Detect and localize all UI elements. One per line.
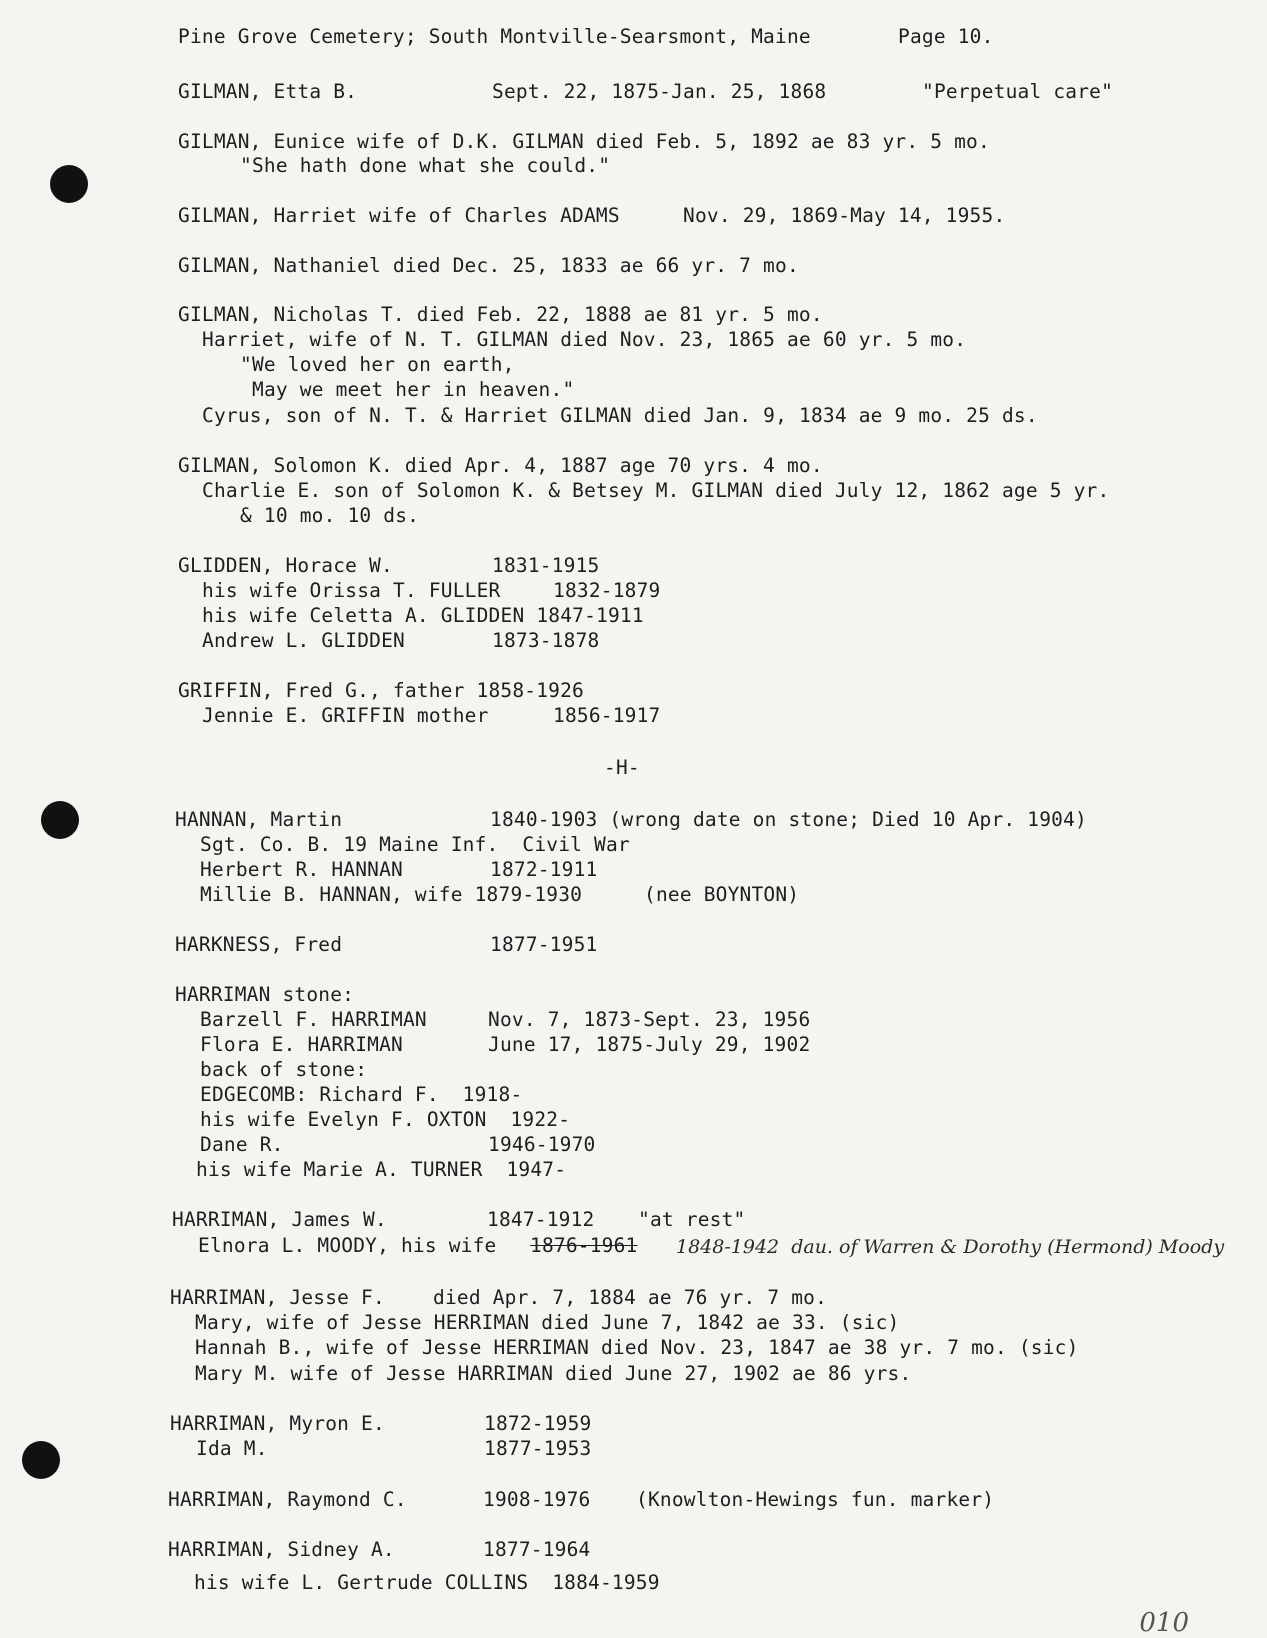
text-line: his wife Marie A. TURNER 1947- bbox=[196, 1158, 567, 1181]
text-line: HANNAN, Martin bbox=[175, 808, 343, 831]
text-line: HARKNESS, Fred bbox=[175, 933, 343, 956]
text-line: 1872-1911 bbox=[490, 858, 598, 881]
handwritten-note: 1848-1942 dau. of Warren & Dorothy (Hermond) Moody bbox=[676, 1236, 1225, 1258]
text-line: Page 10. bbox=[898, 25, 994, 48]
text-line: his wife Celetta A. GLIDDEN 1847-1911 bbox=[202, 604, 644, 627]
text-line: 1946-1970 bbox=[488, 1133, 596, 1156]
text-line: GILMAN, Etta B. bbox=[178, 80, 358, 103]
text-line: his wife L. Gertrude COLLINS 1884-1959 bbox=[194, 1571, 660, 1594]
text-line: HARRIMAN, Raymond C. bbox=[168, 1488, 407, 1511]
text-line: Barzell F. HARRIMAN bbox=[200, 1008, 427, 1031]
text-line: his wife Evelyn F. OXTON 1922- bbox=[200, 1108, 571, 1131]
text-line: HARRIMAN, Myron E. bbox=[170, 1412, 385, 1435]
text-line: 1877-1964 bbox=[483, 1538, 591, 1561]
text-line: GILMAN, Nicholas T. died Feb. 22, 1888 ae 81 yr. 5 mo. bbox=[178, 303, 823, 326]
text-line: "Perpetual care" bbox=[922, 80, 1114, 103]
text-line: "She hath done what she could." bbox=[240, 154, 611, 177]
text-line: EDGECOMB: Richard F. 1918- bbox=[200, 1083, 523, 1106]
text-line: GILMAN, Harriet wife of Charles ADAMS bbox=[178, 204, 620, 227]
text-line: Nov. 29, 1869-May 14, 1955. bbox=[683, 204, 1006, 227]
text-line: died Apr. 7, 1884 ae 76 yr. 7 mo. bbox=[433, 1286, 828, 1309]
text-line: "at rest" bbox=[638, 1208, 746, 1231]
text-line: GILMAN, Solomon K. died Apr. 4, 1887 age 70 yrs. 4 mo. bbox=[178, 454, 823, 477]
text-line: Sgt. Co. B. 19 Maine Inf. Civil War bbox=[200, 833, 630, 856]
text-line: HARRIMAN, Jesse F. bbox=[170, 1286, 385, 1309]
text-line: Millie B. HANNAN, wife 1879-1930 bbox=[200, 883, 583, 906]
text-line: HARRIMAN, Sidney A. bbox=[168, 1538, 395, 1561]
text-line: Harriet, wife of N. T. GILMAN died Nov. 23, 1865 ae 60 yr. 5 mo. bbox=[202, 328, 967, 351]
text-line: Charlie E. son of Solomon K. & Betsey M. GILMAN died July 12, 1862 age 5 yr. bbox=[202, 479, 1110, 502]
text-line: Mary, wife of Jesse HERRIMAN died June 7, 1842 ae 33. (sic) bbox=[195, 1311, 900, 1334]
text-line: (nee BOYNTON) bbox=[644, 883, 800, 906]
text-line: 1840-1903 (wrong date on stone; Died 10 Apr. 1904) bbox=[490, 808, 1087, 831]
text-line: 1877-1953 bbox=[484, 1437, 592, 1460]
text-line: Pine Grove Cemetery; South Montville-Searsmont, Maine bbox=[178, 25, 811, 48]
text-line: 1831-1915 bbox=[492, 554, 600, 577]
text-line: 1856-1917 bbox=[553, 704, 661, 727]
text-line: 1872-1959 bbox=[484, 1412, 592, 1435]
text-line: Andrew L. GLIDDEN bbox=[202, 629, 405, 652]
text-line: & 10 mo. 10 ds. bbox=[240, 504, 420, 527]
text-line: Ida M. bbox=[196, 1437, 268, 1460]
text-line: "We loved her on earth, bbox=[240, 353, 515, 376]
text-line: 1832-1879 bbox=[553, 579, 661, 602]
text-line: Jennie E. GRIFFIN mother bbox=[202, 704, 489, 727]
handwritten-page-number: 010 bbox=[1139, 1608, 1189, 1638]
text-line: GILMAN, Eunice wife of D.K. GILMAN died Feb. 5, 1892 ae 83 yr. 5 mo. bbox=[178, 130, 990, 153]
text-line: Flora E. HARRIMAN bbox=[200, 1033, 403, 1056]
text-line: GLIDDEN, Horace W. bbox=[178, 554, 393, 577]
text-line: GRIFFIN, Fred G., father 1858-1926 bbox=[178, 679, 584, 702]
text-line: Herbert R. HANNAN bbox=[200, 858, 403, 881]
text-line: HARRIMAN stone: bbox=[175, 983, 355, 1006]
text-line: his wife Orissa T. FULLER bbox=[202, 579, 501, 602]
text-line: Sept. 22, 1875-Jan. 25, 1868 bbox=[492, 80, 827, 103]
text-line: GILMAN, Nathaniel died Dec. 25, 1833 ae 66 yr. 7 mo. bbox=[178, 254, 799, 277]
text-line: Dane R. bbox=[200, 1133, 284, 1156]
text-line: Elnora L. MOODY, his wife bbox=[198, 1234, 497, 1257]
text-line: back of stone: bbox=[200, 1058, 368, 1081]
text-line: HARRIMAN, James W. bbox=[172, 1208, 387, 1231]
text-line: (Knowlton-Hewings fun. marker) bbox=[636, 1488, 995, 1511]
text-line: 1873-1878 bbox=[492, 629, 600, 652]
text-line: May we meet her in heaven." bbox=[252, 378, 575, 401]
text-line: 1877-1951 bbox=[490, 933, 598, 956]
text-line: 1908-1976 bbox=[483, 1488, 591, 1511]
text-line: -H- bbox=[604, 756, 640, 779]
text-line: Nov. 7, 1873-Sept. 23, 1956 bbox=[488, 1008, 811, 1031]
text-line: June 17, 1875-July 29, 1902 bbox=[488, 1033, 811, 1056]
text-line: 1847-1912 bbox=[487, 1208, 595, 1231]
text-line: 1876-1961 bbox=[530, 1234, 638, 1257]
text-line: Cyrus, son of N. T. & Harriet GILMAN died Jan. 9, 1834 ae 9 mo. 25 ds. bbox=[202, 404, 1038, 427]
text-line: Hannah B., wife of Jesse HERRIMAN died Nov. 23, 1847 ae 38 yr. 7 mo. (sic) bbox=[195, 1336, 1079, 1359]
text-line: Mary M. wife of Jesse HARRIMAN died June 27, 1902 ae 86 yrs. bbox=[195, 1362, 912, 1385]
